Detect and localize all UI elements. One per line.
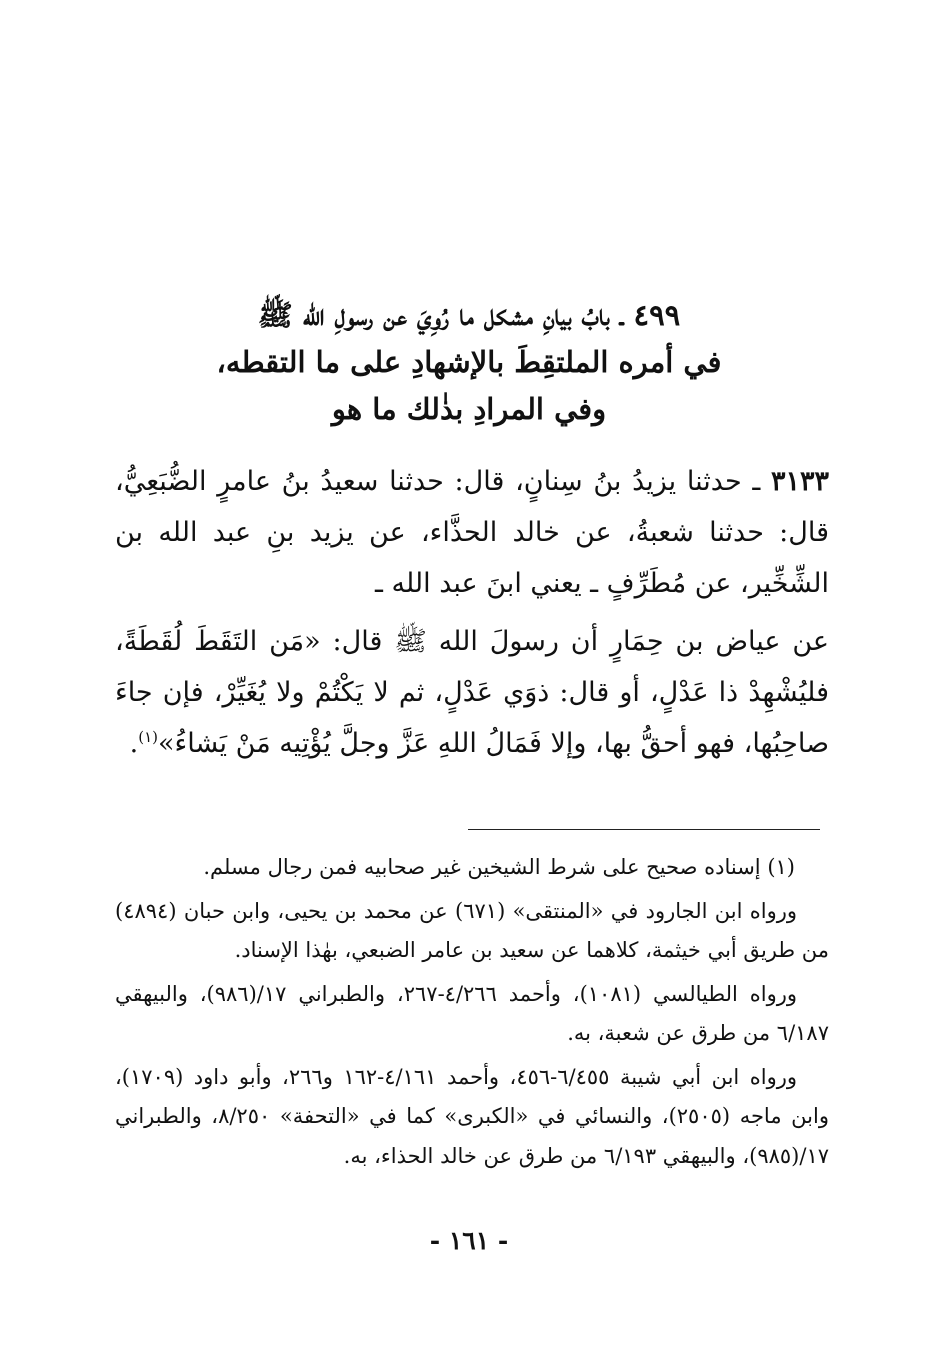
footnote-4: ورواه ابن أبي شيبة ٦/٤٥٥-٤٥٦، وأحمد ٤/١٦١-١٦٢ و٢٦٦، وأبو داود (١٧٠٩)، وابن ماجه (٢٥٠٥)، والنسائي في «الكبرى» كما في «التحفة» ٨/٢٥٠، والطبراني ١٧/(٩٨٥)، والبيهقي ٦/١٩٣ من طرق عن خالد الحذاء، به. <box>115 1064 829 1168</box>
chapter-title-line-2: في أمره الملتقِطَ بالإشهادِ على ما التقطه، <box>216 345 722 379</box>
hadith-isnad <box>115 456 829 609</box>
footnote-2: ورواه ابن الجارود في «المنتقى» (٦٧١) عن محمد بن يحيى، وابن حبان (٤٨٩٤) من طريق أبي خيثمة، كلاهما عن سعيد بن عامر الضبعي، بهٰذا الإسناد. <box>115 898 829 962</box>
footnote-1: (١) إسناده صحيح على شرط الشيخين غير صحابيه فمن رجال مسلم. <box>203 855 795 879</box>
isnad-paragraph <box>115 456 829 609</box>
footnotes <box>115 848 829 1180</box>
hadith-number: ٣١٣٣ <box>770 466 829 497</box>
matn-text: عن عياض بن حِمَارٍ أن رسولَ الله ﷺ قال: «مَن التَقَطَ لُقَطَةً، فليُشْهِدْ ذا عَدْلٍ، أو قال: ذوَي عَدْلٍ، ثم لا يَكْتُمْ ولا يُغَيِّرْ، فإن جاءَ صاحِبُها، فهو أحقُّ بها، وإلا فَمَالُ اللهِ عَزَّ وجلَّ يُؤْتِيه مَنْ يَشاءُ» <box>115 626 829 759</box>
footnote-reference[interactable]: (١) <box>138 728 159 746</box>
footnote-3: ورواه الطيالسي (١٠٨١)، وأحمد ٤/٢٦٦-٢٦٧، والطبراني ١٧/(٩٨٦)، والبيهقي ٦/١٨٧ من طرق عن شعبة، به. <box>115 981 829 1045</box>
footnote-separator <box>468 829 820 830</box>
matn-end-punct: . <box>129 728 139 759</box>
hadith-matn <box>115 616 829 769</box>
page-number: - ١٦١ - <box>429 1226 509 1255</box>
chapter-title-line-1: ٤٩٩ ـ بابُ بيانِ مشكل ما رُوِيَ عن رسولِ الله ﷺ <box>257 298 681 332</box>
chapter-title-line-3: وفي المرادِ بذٰلك ما هو <box>331 392 607 426</box>
matn-paragraph <box>115 616 829 769</box>
chapter-heading <box>110 292 828 433</box>
isnad-text: ـ حدثنا يزيدُ بنُ سِنانٍ، قال: حدثنا سعيدُ بنُ عامرٍ الضُّبَعِيُّ، قال: حدثنا شعبةُ، عن خالد الحذَّاء، عن يزيد بنِ عبد الله بن الشِّخِّير، عن مُطَرِّفٍ ـ يعني ابنَ عبد الله ـ <box>115 466 829 599</box>
